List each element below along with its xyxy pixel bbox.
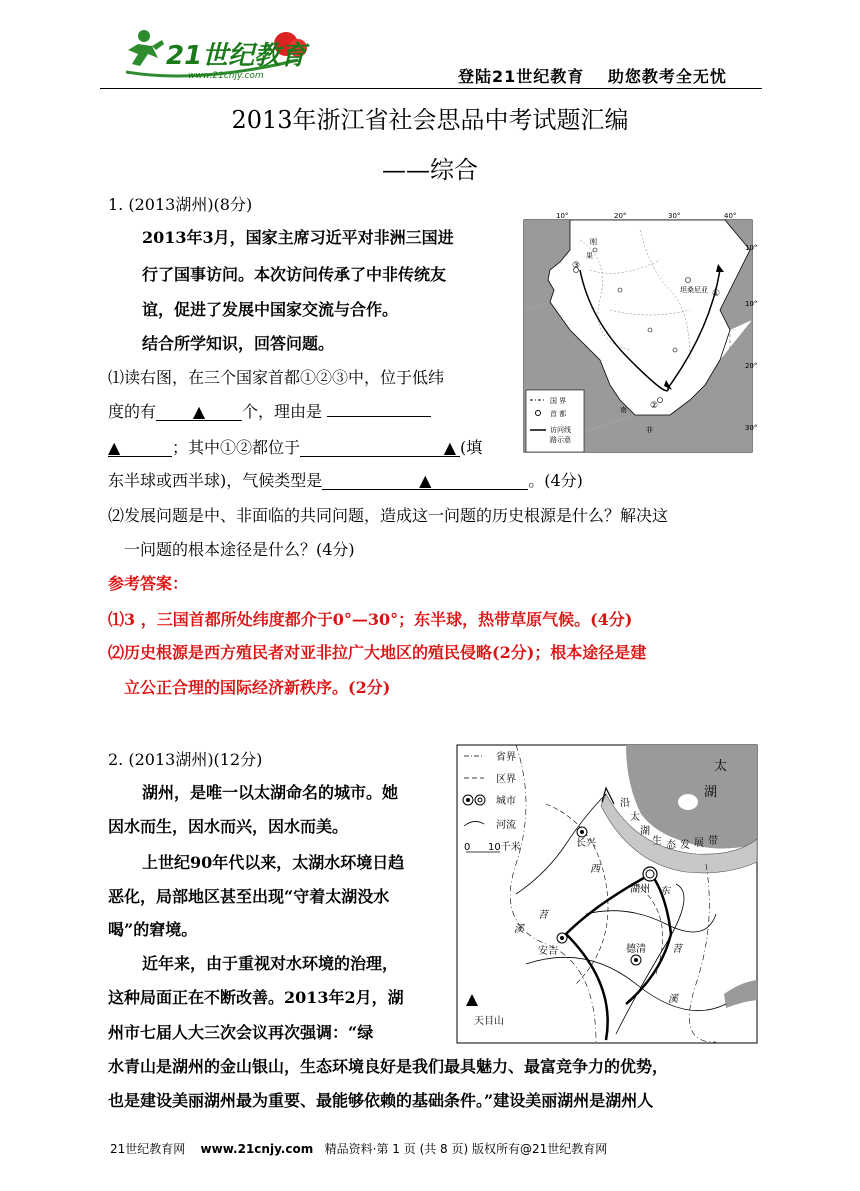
belt-label: 发: [680, 840, 690, 851]
q1-part1-line: [108, 404, 431, 421]
footer-url[interactable]: www.21cnjy.com: [200, 1142, 314, 1156]
q2-line: 因水而生，因水而兴，因水而美。: [108, 817, 349, 836]
q1-text: 。(4分): [528, 471, 583, 490]
city-label: 长兴: [576, 838, 596, 849]
triangle-icon: ▲: [108, 438, 121, 457]
capital-2-label: ②: [650, 401, 659, 411]
q2-line: 上世纪90年代以来，太湖水环境日趋: [142, 853, 405, 872]
triangle-icon: ▲: [192, 402, 206, 421]
city-label: 湖州: [630, 884, 650, 895]
lon-label: 30°: [668, 212, 681, 220]
lon-label: 40°: [724, 212, 737, 220]
legend-text: 城市: [496, 796, 516, 807]
q2-line: 恶化，局部地区甚至出现“守着太湖没水: [108, 887, 390, 906]
q1-text: (填: [460, 438, 483, 457]
legend-text: 河流: [496, 820, 516, 831]
belt-label: 湖: [640, 826, 650, 837]
header-divider: [100, 88, 762, 89]
answer-line: ⑵历史根源是西方殖民者对亚非拉广大地区的殖民侵略(2分)；根本途径是建: [108, 643, 647, 662]
q1-intro-line: 行了国事访问。本次访问传承了中非传统友: [142, 265, 447, 284]
q1-part1-line: [108, 440, 482, 457]
legend-text: 国 界: [550, 397, 567, 405]
river-label: 溪: [514, 924, 524, 935]
river-label: 东: [660, 886, 670, 897]
river-label: 苕: [672, 944, 682, 955]
q1-text: 个，理由是: [242, 402, 323, 421]
answer-blank[interactable]: [300, 440, 460, 457]
river-label: 苕: [538, 910, 548, 921]
q2-line: 喝”的窘境。: [108, 920, 198, 939]
answer-blank[interactable]: [156, 404, 242, 421]
q1-part2-line: 一问题的根本途径是什么？(4分): [124, 540, 355, 559]
triangle-icon: ▲: [419, 471, 432, 490]
triangle-icon: ▲: [443, 438, 457, 457]
q2-line: 近年来，由于重视对水环境的治理，: [142, 954, 399, 973]
site-logo: [118, 24, 318, 86]
belt-label: 态: [666, 840, 676, 851]
river-label: 溪: [668, 994, 678, 1005]
mountain-label: 天目山: [474, 1016, 504, 1027]
lat-label: 30°: [745, 424, 758, 432]
logo-text: 21世纪教育: [166, 41, 307, 71]
lat-label: 20°: [745, 362, 758, 370]
answer-blank[interactable]: [322, 473, 528, 490]
legend-text: 区界: [496, 774, 516, 785]
answer-blank[interactable]: [108, 440, 172, 457]
belt-label: 展: [694, 838, 704, 849]
map-label-congo: 果: [586, 252, 593, 260]
q2-line: 湖州，是唯一以太湖命名的城市。她: [142, 783, 399, 802]
page-title: 2013年浙江省社会思品中考试题汇编: [231, 106, 629, 134]
huzhou-map: [456, 744, 758, 1044]
map-label-south: 南: [620, 406, 627, 414]
legend-text: 首 都: [550, 410, 567, 418]
q2-line: 这种局面正在不断改善。2013年2月，湖: [108, 988, 404, 1007]
river-label: 西: [590, 864, 600, 875]
q2-line: 也是建设美丽湖州最为重要、最能够依赖的基础条件。”建设美丽湖州是湖州人: [108, 1091, 654, 1110]
answer-label: 参考答案：: [108, 574, 189, 593]
q1-text: 度的有: [108, 402, 157, 421]
q1-part1-line: [108, 473, 583, 490]
belt-label: 太: [630, 812, 640, 823]
q2-heading: 2. (2013湖州)(12分): [108, 750, 263, 769]
scale-label: 0: [464, 842, 471, 853]
q1-intro-line: 结合所学知识，回答问题。: [142, 334, 335, 353]
q1-text: 东半球或西半球)，气候类型是: [108, 471, 323, 490]
lat-label: 10°: [745, 244, 758, 252]
capital-3-label: ③: [572, 261, 581, 271]
q1-text: ；其中①②都位于: [172, 438, 301, 457]
q1-part1-line: ⑴读右图，在三个国家首都①②③中，位于低纬: [108, 368, 445, 387]
q1-intro-line: 谊，促进了发展中国家交流与合作。: [142, 300, 399, 319]
lake-label: 湖: [704, 785, 718, 800]
africa-map: [520, 210, 760, 455]
city-label: 德清: [626, 944, 646, 955]
belt-label: 生: [652, 836, 662, 847]
map-label-congo: 刚: [590, 238, 597, 246]
map-label-africa: 非: [646, 426, 653, 434]
page-subtitle: ——综合: [382, 156, 478, 184]
lon-label: 20°: [614, 212, 627, 220]
q1-part2-line: ⑵发展问题是中、非面临的共同问题，造成这一问题的历史根源是什么？解决这: [108, 506, 669, 525]
q1-heading: 1. (2013湖州)(8分): [108, 195, 253, 214]
lon-label: 10°: [556, 212, 569, 220]
lat-label: 10°: [745, 300, 758, 308]
capital-1-label: ①: [712, 289, 721, 299]
answer-line: ⑴3 ，三国首都所处纬度都介于0°—30°；东半球，热带草原气候。(4分): [108, 610, 633, 629]
scale-label: 10千米: [488, 842, 521, 853]
q2-line: 水青山是湖州的金山银山，生态环境良好是我们最具魅力、最富竞争力的优势，: [108, 1057, 669, 1076]
runner-icon: [128, 30, 164, 66]
legend-text: 省界: [496, 752, 516, 763]
footer-info: 精品资料·第 1 页 (共 8 页) 版权所有@21世纪教育网: [324, 1142, 608, 1156]
legend-text: 访问线: [550, 426, 571, 434]
q2-line: 州市七届人大三次会议再次强调：“绿: [108, 1023, 374, 1042]
logo-url: www.21cnjy.com: [188, 71, 264, 81]
answer-blank[interactable]: [327, 416, 431, 417]
answer-line: 立公正合理的国际经济新秩序。(2分): [124, 678, 391, 697]
map-label-tanzania: 坦桑尼亚: [680, 286, 708, 294]
page-footer: [110, 1140, 607, 1157]
footer-site: 21世纪教育网: [110, 1142, 186, 1156]
lake-label: 太: [714, 759, 728, 774]
belt-label: 带: [708, 836, 718, 847]
city-label: 安吉: [538, 946, 558, 957]
legend-text: 路示意: [550, 436, 571, 444]
q1-intro-line: 2013年3月，国家主席习近平对非洲三国进: [142, 228, 454, 247]
header-tagline: 登陆21世纪教育 助您教考全无忧: [458, 67, 727, 86]
belt-label: 沿: [620, 798, 630, 809]
